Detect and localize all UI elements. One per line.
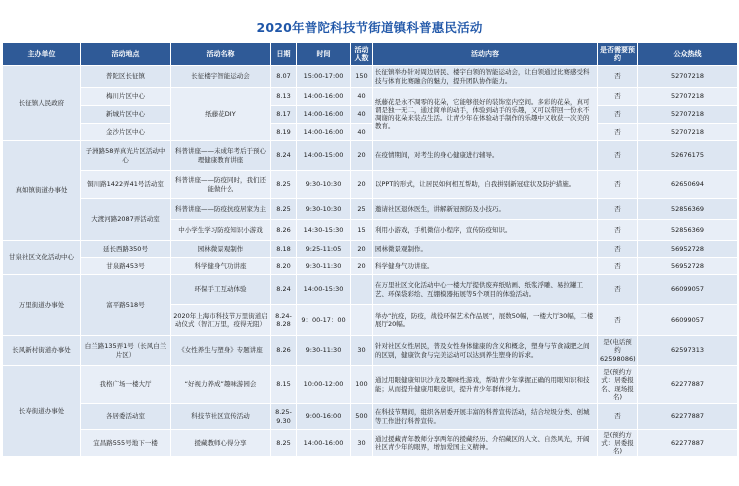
location-cell: 新城片区中心: [81, 106, 171, 124]
content-cell: 在万里社区文化活动中心一楼大厅提供废弃纸贴画、纸浆浮雕、易拉罐工艺、环保袋彩绘、互绷模器拓展等5个项目的体验活动。: [373, 275, 598, 305]
people-cell: 30: [351, 430, 373, 457]
content-cell: 纸藤花是永不凋零的花朵，它能够很好的装饰室内空间。多彩的花朵，真可谓是独一无二，通过简单的动手，体验到动手的乐趣，又可以带回一份永不凋谢的花朵来装点生活。让青少年在体验动手制作的乐趣中又收获一次美的教育。: [373, 88, 598, 141]
time-cell: 9:00-16:00: [297, 404, 351, 430]
date-cell: 8.13: [271, 88, 297, 106]
table-row: [3, 199, 738, 220]
activity-name-cell: 科学健身气功讲座: [171, 258, 271, 275]
date-cell: 8.24-8.28: [271, 305, 297, 336]
phone-cell: 52856369: [638, 220, 738, 241]
activity-name-cell: 纸藤花DIY: [171, 88, 271, 141]
activity-name-cell: 中小学生学习防疫知识小游戏: [171, 220, 271, 241]
people-cell: 40: [351, 106, 373, 124]
date-cell: 8.25-9.30: [271, 404, 297, 430]
people-cell: 20: [351, 171, 373, 199]
reserve-cell: 否: [598, 220, 638, 241]
reserve-cell: 是(电话预约62598086): [598, 336, 638, 366]
date-cell: 8.17: [271, 106, 297, 124]
people-cell: 15: [351, 220, 373, 241]
phone-cell: 56952728: [638, 258, 738, 275]
reserve-cell: 否: [598, 275, 638, 305]
date-cell: 8.25: [271, 171, 297, 199]
content-cell: 在疫情期间，对考生的身心健康进行辅导。: [373, 141, 598, 171]
date-cell: 8.15: [271, 366, 297, 404]
activity-name-cell: 科技节社区宣传活动: [171, 404, 271, 430]
activity-name-cell: 科普讲座——防疫抗疫居家为主: [171, 199, 271, 220]
location-cell: 延长西路350号: [81, 241, 171, 258]
people-cell: [351, 305, 373, 336]
table-row: [3, 241, 738, 258]
header-org: 主办单位: [3, 43, 81, 66]
content-cell: 邀请社区退休医生，讲解新冠预防及小技巧。: [373, 199, 598, 220]
content-cell: 通过用眼健康知识沙龙及趣味性游戏，帮助青少年掌握正确的用眼知识和技能；从而提升健康用眼意识，提升青少年群体视力。: [373, 366, 598, 404]
date-cell: 8.18: [271, 241, 297, 258]
time-cell: 14:00-16:00: [297, 88, 351, 106]
people-cell: 500: [351, 404, 373, 430]
location-cell: 富平路518号: [81, 275, 171, 336]
phone-cell: 66099057: [638, 305, 738, 336]
content-cell: 通过援藏青年教师分享两年的援藏经历、介绍藏区的人文、自然风光，开阔社区青少年的眼界，增加爱国主义精神。: [373, 430, 598, 457]
time-cell: 9:30-10:30: [297, 199, 351, 220]
reserve-cell: 否: [598, 241, 638, 258]
header-reserve: 是否需要预约: [598, 43, 638, 66]
reserve-cell: 是(预约方式：居委报名): [598, 430, 638, 457]
header-phone: 公众热线: [638, 43, 738, 66]
org-cell: 长寿街道办事处: [3, 366, 81, 457]
date-cell: 8.25: [271, 199, 297, 220]
phone-cell: 62597313: [638, 336, 738, 366]
org-cell: 真如镇街道办事处: [3, 141, 81, 241]
activity-name-cell: 2020年上海市科技节万里街道启动仪式（智汇万里，疫得无阻）: [171, 305, 271, 336]
org-cell: 长风新村街道办事处: [3, 336, 81, 366]
reserve-cell: 否: [598, 404, 638, 430]
org-cell: 万里街道办事处: [3, 275, 81, 336]
activity-name-cell: 科普讲座——防疫同时，我们还能做什么: [171, 171, 271, 199]
location-cell: 梅川片区中心: [81, 88, 171, 106]
phone-cell: 52676175: [638, 141, 738, 171]
time-cell: 9:30-11:30: [297, 258, 351, 275]
header-activity-name: 活动名称: [171, 43, 271, 66]
time-cell: 14:00-16:00: [297, 430, 351, 457]
time-cell: 14:00-16:00: [297, 124, 351, 141]
people-cell: [351, 275, 373, 305]
people-cell: 30: [351, 336, 373, 366]
org-cell: 甘泉社区文化活动中心: [3, 241, 81, 275]
date-cell: 8.26: [271, 220, 297, 241]
location-cell: 铜川路1422弄41号活动室: [81, 171, 171, 199]
table-row: [3, 366, 738, 404]
time-cell: 10:00-12:00: [297, 366, 351, 404]
date-cell: 8.26: [271, 336, 297, 366]
table-row: [3, 141, 738, 171]
location-cell: 金沙片区中心: [81, 124, 171, 141]
reserve-cell: 否: [598, 124, 638, 141]
phone-cell: 62277887: [638, 404, 738, 430]
phone-cell: 56952728: [638, 241, 738, 258]
content-cell: 举办“抗疫，防疫，战役环保艺术作品展”，展数50幅，一楼大厅30幅，二楼展厅20幅。: [373, 305, 598, 336]
page-title: 2020年普陀科技节街道镇科普惠民活动: [256, 20, 483, 35]
date-cell: 8.25: [271, 430, 297, 457]
content-cell: 利用小游戏，手机微信小程序，宣传防疫知识。: [373, 220, 598, 241]
phone-cell: 52707218: [638, 88, 738, 106]
content-cell: 科学健身气功讲座。: [373, 258, 598, 275]
activity-table: [2, 42, 738, 457]
reserve-cell: 否: [598, 141, 638, 171]
activity-name-cell: 长征楼宇智能运动会: [171, 66, 271, 88]
header-date: 日期: [271, 43, 297, 66]
location-cell: 各居委活动室: [81, 404, 171, 430]
table-row: [3, 258, 738, 275]
people-cell: 20: [351, 258, 373, 275]
table-row: [3, 275, 738, 305]
date-cell: 8.24: [271, 275, 297, 305]
people-cell: 40: [351, 124, 373, 141]
phone-cell: 62650694: [638, 171, 738, 199]
reserve-cell: 否: [598, 171, 638, 199]
time-cell: 9：00-17：00: [297, 305, 351, 336]
header-location: 活动地点: [81, 43, 171, 66]
phone-cell: 66099057: [638, 275, 738, 305]
time-cell: 9:25-11:05: [297, 241, 351, 258]
reserve-cell: 是(预约方式：居委报名、现场报名): [598, 366, 638, 404]
phone-cell: 52856369: [638, 199, 738, 220]
table-row: [3, 171, 738, 199]
table-row: [3, 88, 738, 106]
header-time: 时间: [297, 43, 351, 66]
table-row: [3, 430, 738, 457]
table-row: [3, 106, 738, 124]
activity-name-cell: 环保手工互动体验: [171, 275, 271, 305]
location-cell: 甘泉路453号: [81, 258, 171, 275]
activity-name-cell: 《女性养生与塑身》专题讲座: [171, 336, 271, 366]
header-people: 活动人数: [351, 43, 373, 66]
time-cell: 14:00-15:00: [297, 141, 351, 171]
time-cell: 14:00-15:30: [297, 275, 351, 305]
phone-cell: 62277887: [638, 366, 738, 404]
table-row: [3, 404, 738, 430]
activity-name-cell: “好视力养成”趣味游园会: [171, 366, 271, 404]
phone-cell: 52707218: [638, 106, 738, 124]
time-cell: 15:00-17:00: [297, 66, 351, 88]
people-cell: 25: [351, 199, 373, 220]
phone-cell: 62277887: [638, 430, 738, 457]
content-cell: 长征镇举办针对周边居民、楼宇白领的智能运动会，让白领通过比赛感受科技与体育比赛融合的魅力，提升团队协作能力。: [373, 66, 598, 88]
content-cell: 园林微景观制作。: [373, 241, 598, 258]
people-cell: 40: [351, 88, 373, 106]
date-cell: 8.24: [271, 141, 297, 171]
content-cell: 针对社区女性居民，普及女性身体健康的含义和概念，塑身与节食减肥之间的区别，健康饮食与完美运动可以达到养生塑身的诉求。: [373, 336, 598, 366]
reserve-cell: 否: [598, 258, 638, 275]
location-cell: 宜昌路555号地下一楼: [81, 430, 171, 457]
people-cell: 20: [351, 241, 373, 258]
location-cell: 大渡河路2087弄活动室: [81, 199, 171, 241]
activity-name-cell: 科普讲座——未成年考后于预心理健康教育讲座: [171, 141, 271, 171]
org-cell: 长征镇人民政府: [3, 66, 81, 141]
activity-name-cell: 园林微景观制作: [171, 241, 271, 258]
reserve-cell: 否: [598, 305, 638, 336]
phone-cell: 52707218: [638, 66, 738, 88]
table-header-row: [3, 43, 738, 66]
content-cell: 以PPT的形式，让居民如何相互帮助，自我拼别新冠症状及防护措施。: [373, 171, 598, 199]
phone-cell: 52707218: [638, 124, 738, 141]
table-row: [3, 66, 738, 88]
time-cell: 9:30-10:30: [297, 171, 351, 199]
people-cell: 100: [351, 366, 373, 404]
time-cell: 14:30-15:30: [297, 220, 351, 241]
reserve-cell: 否: [598, 66, 638, 88]
people-cell: 150: [351, 66, 373, 88]
date-cell: 8.19: [271, 124, 297, 141]
date-cell: 8.07: [271, 66, 297, 88]
location-cell: 白兰路135弄1号（长风白兰片区）: [81, 336, 171, 366]
table-row: [3, 336, 738, 366]
table-row: [3, 124, 738, 141]
date-cell: 8.20: [271, 258, 297, 275]
activity-name-cell: 援藏教师心得分享: [171, 430, 271, 457]
time-cell: 9:30-11:30: [297, 336, 351, 366]
reserve-cell: 否: [598, 88, 638, 106]
reserve-cell: 否: [598, 106, 638, 124]
header-content: 活动内容: [373, 43, 598, 66]
people-cell: 20: [351, 141, 373, 171]
location-cell: 我格广场一楼大厅: [81, 366, 171, 404]
reserve-cell: 否: [598, 199, 638, 220]
location-cell: 普陀区长征镇: [81, 66, 171, 88]
time-cell: 14:00-16:00: [297, 106, 351, 124]
content-cell: 在科技节期间，组织各居委开展丰富的科普宣传活动，结合垃圾分类、创城等工作进行科普宣传。: [373, 404, 598, 430]
location-cell: 子洲路58弄真光片区活动中心: [81, 141, 171, 171]
